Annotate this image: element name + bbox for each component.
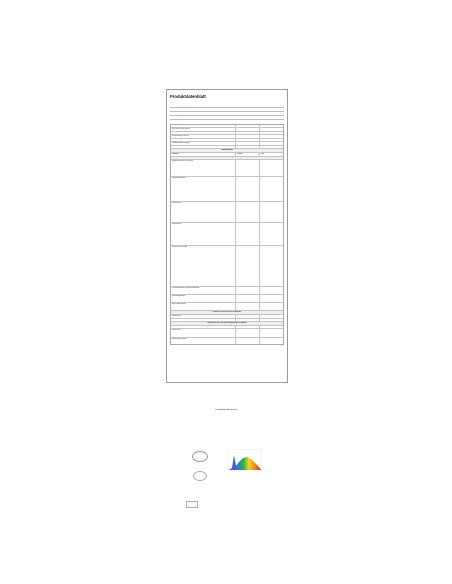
product-information-label [186, 401, 266, 510]
table-row [171, 294, 283, 302]
row-value [260, 303, 283, 310]
row-param: Verschiebungsfaktor [171, 326, 236, 328]
row-symbol [236, 202, 260, 222]
table-row [171, 328, 283, 337]
row-symbol [236, 160, 260, 176]
row-value [260, 287, 283, 294]
led-header: Parameter für LED- und OLED-Lichtquellen [171, 311, 283, 314]
spectrum-chart [228, 449, 262, 471]
row-param: Farbwiedergabeindex [171, 295, 236, 302]
table-row [171, 176, 283, 201]
row-value [260, 202, 283, 222]
light-source-type: Art der Lichtquelle: [170, 120, 185, 121]
row-symbol [236, 246, 260, 286]
row-symbol [236, 223, 260, 245]
table-row [171, 245, 283, 286]
row-param: Nutzlichtstrom [171, 202, 236, 222]
row-param: Netzspannungs-Lichtquelle [171, 135, 236, 137]
row-value [260, 223, 283, 245]
row-value [260, 177, 283, 201]
row-param: Farbkonsistenz [171, 315, 236, 317]
row-param: Farbabstimmbare Lichtquelle [171, 142, 236, 144]
params-header: Parameter der Lichtquelle [171, 157, 283, 160]
row-param: Energieverbrauch im Ein-Zustand [171, 160, 236, 176]
table-row [171, 337, 283, 344]
spectrum-area [229, 455, 261, 470]
row-value [260, 295, 283, 302]
row-value [260, 338, 283, 344]
table-row [171, 159, 283, 176]
divider [170, 115, 284, 116]
row-param: Nicht gerichtet oder gerichtet [171, 128, 236, 130]
model-line: Modellkennung: [170, 116, 182, 117]
col-param: Parameter [171, 153, 236, 155]
row-symbol [236, 338, 260, 344]
row-value [260, 160, 283, 176]
row-param: Lichtstromerhalt [171, 319, 236, 321]
row-value [260, 329, 283, 337]
table-row [171, 302, 283, 310]
row-symbol [236, 177, 260, 201]
row-param: Energieeffizienzklasse [171, 177, 236, 201]
row-symbol [236, 295, 260, 302]
table-row [171, 222, 283, 245]
row-param: Stroboskopeffekt-Metrik [171, 338, 236, 344]
lamp-icon [192, 451, 208, 462]
sheet-title: Produktdatenblatt [170, 94, 206, 99]
light-source-table [170, 124, 284, 345]
label-title: Lichtquellen-Merkmale [214, 409, 237, 411]
row-param: Leistung im Ein-Zustand [171, 246, 236, 286]
mains-header: Parameter für LED- und OLED-Netzspannungs-Lichtquellen [171, 322, 283, 325]
row-param: Sockeltyp der Lichtquelle [171, 132, 236, 134]
divider [170, 119, 284, 120]
row-param: Flimmermetrik [171, 329, 236, 337]
row-param: Vernetzte Lichtquelle (CLS) [171, 139, 236, 141]
address-line: Anschrift des Lieferanten: [170, 112, 189, 113]
table-row [171, 201, 283, 222]
lamp-outline-icon [193, 471, 207, 481]
row-param: Verwendete Beleuchtungstechnologie [171, 125, 236, 127]
table-row [171, 286, 283, 294]
row-symbol [236, 303, 260, 310]
intro-line-1: DELEGIERTE VERORDNUNG (EU) 2019/2015 DER KOMMISSION zur [170, 102, 221, 103]
product-data-sheet [166, 89, 288, 383]
certification-mark-icon [186, 501, 198, 508]
intro-line-2: Ergänzung der Richtlinie (EU) 2017/1369 ... [170, 104, 201, 105]
row-symbol [236, 329, 260, 337]
col-symbol: Symbol [236, 153, 260, 155]
row-param: Farbtemperatur [171, 223, 236, 245]
row-param: Leistungsaufnahme im Bereitschaftszustand [171, 287, 236, 294]
product-params-header: Produktparameter [171, 149, 283, 152]
row-param: Äußere Abmessungen [171, 303, 236, 310]
row-symbol [236, 287, 260, 294]
supplier-line: Name oder Handelsmarke des Lieferanten: [170, 108, 201, 109]
col-value: Wert [261, 153, 265, 155]
row-param: Hülle [171, 146, 236, 148]
row-value [260, 246, 283, 286]
